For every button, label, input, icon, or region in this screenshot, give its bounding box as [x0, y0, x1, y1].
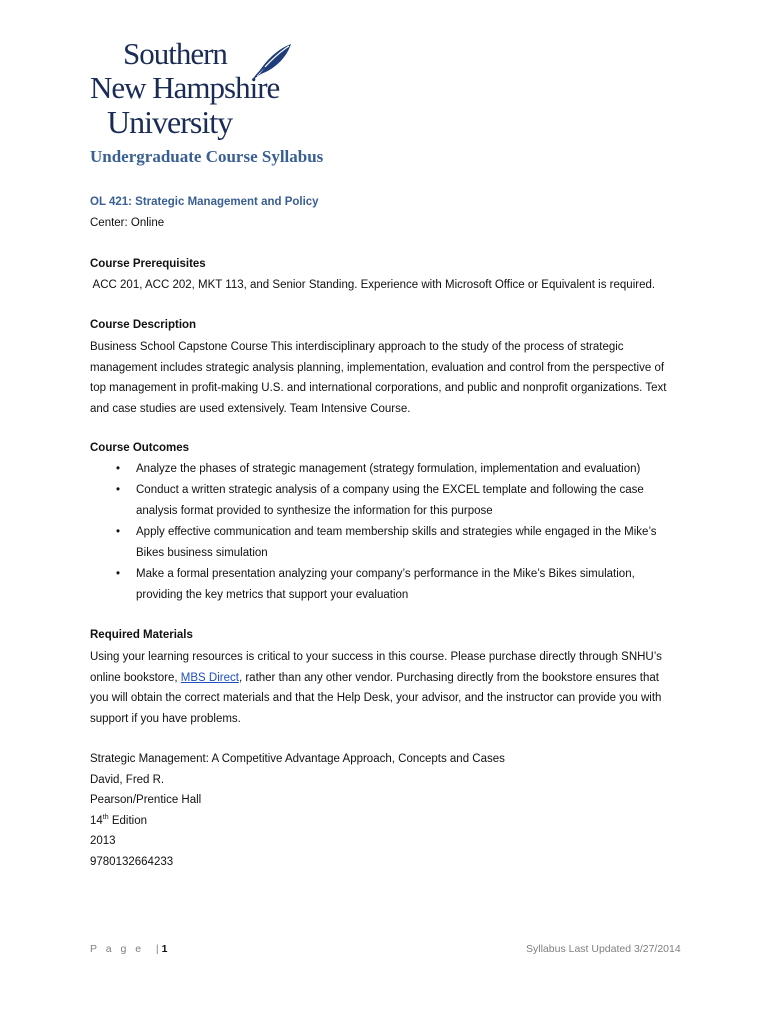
book-title: Strategic Management: A Competitive Advantage Approach, Concepts and Cases — [90, 753, 505, 765]
edition-word: Edition — [108, 815, 147, 827]
outcome-text: Apply effective communication and team membership skills and strategies while engaged in the Mike’s Bikes business simulation — [136, 526, 657, 559]
materials-text-after: , rather than any other vendor. Purchasing directly from the bookstore ensures that you will obtain the correct materials and that the Help Desk, your advisor, and the instructor can provide you with support if you have problems. — [90, 671, 662, 726]
edition-number: 14 — [90, 815, 103, 827]
materials-heading: Required Materials — [90, 629, 193, 641]
snhu-logo — [90, 38, 290, 142]
logo-line-2: New Hampshire — [90, 70, 280, 105]
page-title: Undergraduate Course Syllabus — [90, 147, 324, 166]
materials-text-before: Using your learning resources is critical to your success in this course. Please purchase directly through SNHU’s online bookstore, — [90, 651, 662, 684]
bullet: • — [116, 484, 121, 497]
book-isbn: 9780132664233 — [90, 856, 174, 868]
prerequisites-text: ACC 201, ACC 202, MKT 113, and Senior Standing. Experience with Microsoft Office or Equivalent is required. — [90, 279, 656, 291]
mbs-direct-link[interactable]: MBS Direct — [180, 671, 239, 684]
list-item — [90, 522, 670, 563]
outcomes-list — [90, 459, 670, 606]
outcome-text: Conduct a written strategic analysis of a company using the EXCEL template and following the case analysis format provided to synthesize the information for this purpose — [136, 484, 644, 517]
edition-suffix: th — [102, 814, 109, 821]
outcome-text: Analyze the phases of strategic management (strategy formulation, implementation and evaluation) — [136, 463, 641, 475]
page-number: 1 — [161, 943, 168, 955]
last-updated-footer: Syllabus Last Updated 3/27/2014 — [526, 943, 681, 955]
leaf-icon — [253, 42, 293, 80]
book-author: David, Fred R. — [90, 774, 165, 786]
book-publisher: Pearson/Prentice Hall — [90, 794, 202, 806]
outcomes-heading: Course Outcomes — [90, 442, 190, 454]
bullet: • — [116, 463, 121, 475]
outcome-text: Make a formal presentation analyzing your company’s performance in the Mike’s Bikes simulation, providing the key metrics that support your evaluation — [136, 568, 635, 601]
list-item — [90, 564, 670, 605]
materials-text — [90, 647, 680, 730]
description-text: Business School Capstone Course This interdisciplinary approach to the study of the process of strategic management includes strategic analysis planning, implementation, evaluation and control from the perspective of top management in profit-making U.S. and international corporations, and public and nonprofit organizations. Text and case studies are used extensively. Team Intensive Course. — [90, 341, 667, 416]
logo-line-3: University — [107, 104, 233, 140]
list-item — [90, 480, 670, 521]
page-number-footer — [90, 943, 168, 955]
center-text: Center: Online — [90, 217, 165, 229]
book-edition — [90, 815, 147, 827]
list-item — [90, 459, 670, 480]
course-code: OL 421: Strategic Management and Policy — [90, 196, 319, 208]
logo-line-1: Southern — [123, 36, 227, 71]
bullet: • — [116, 526, 121, 539]
prerequisites-heading: Course Prerequisites — [90, 258, 206, 270]
bullet: • — [116, 568, 121, 581]
page-label: P a g e | — [90, 943, 162, 955]
book-year: 2013 — [90, 835, 116, 847]
description-heading: Course Description — [90, 319, 197, 331]
